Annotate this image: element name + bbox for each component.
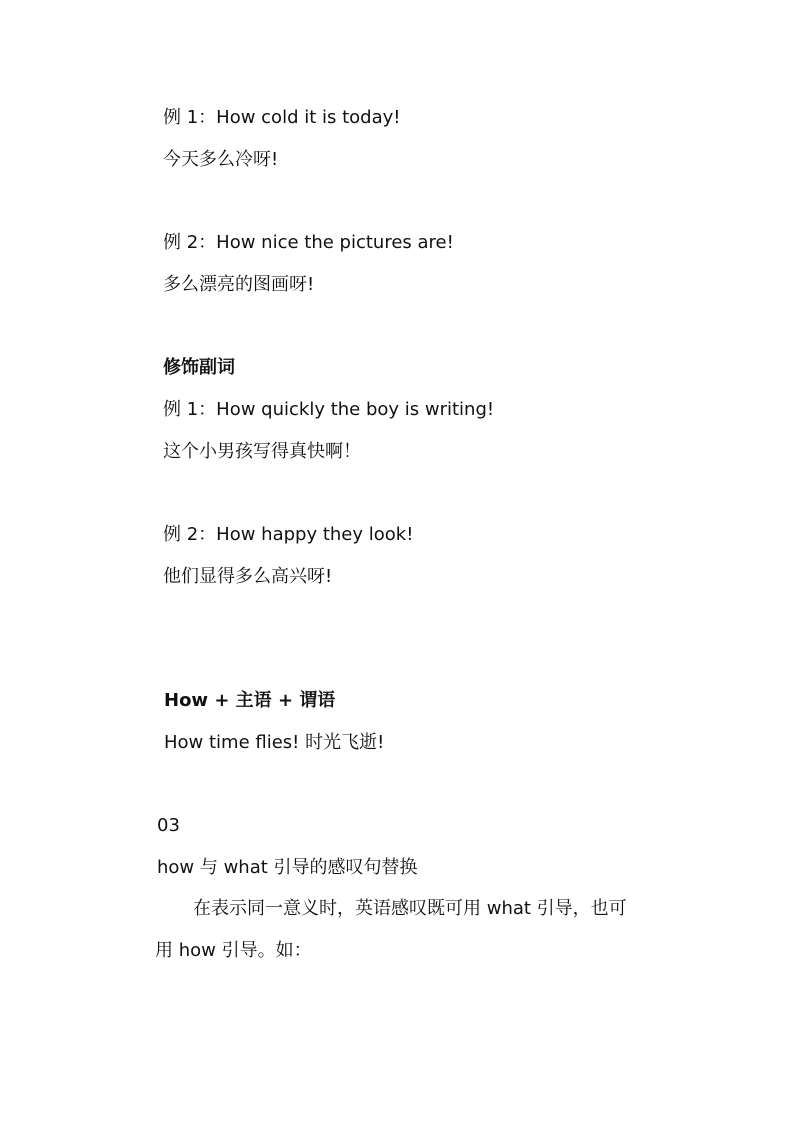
paragraph-line-2: 用 how 引导。如：: [155, 940, 312, 961]
example-4-english: 例 2：How happy they look!: [163, 524, 414, 545]
heading-modify-adverb: 修饰副词: [163, 357, 235, 378]
heading-structure: How + 主语 + 谓语: [164, 690, 336, 711]
example-4-chinese: 他们显得多么高兴呀!: [163, 566, 333, 587]
example-2-english: 例 2：How nice the pictures are!: [163, 232, 454, 253]
example-5: How time flies! 时光飞逝!: [164, 732, 385, 753]
paragraph-line-1: 在表示同一意义时，英语感叹既可用 what 引导，也可: [193, 898, 627, 919]
example-1-chinese: 今天多么冷呀!: [163, 149, 279, 170]
example-3-chinese: 这个小男孩写得真快啊！: [163, 441, 361, 462]
example-1-english: 例 1：How cold it is today!: [163, 107, 401, 128]
example-3-english: 例 1：How quickly the boy is writing!: [163, 399, 495, 420]
section-title: how 与 what 引导的感叹句替换: [157, 857, 418, 878]
section-number: 03: [157, 815, 180, 836]
example-2-chinese: 多么漂亮的图画呀!: [163, 274, 315, 295]
